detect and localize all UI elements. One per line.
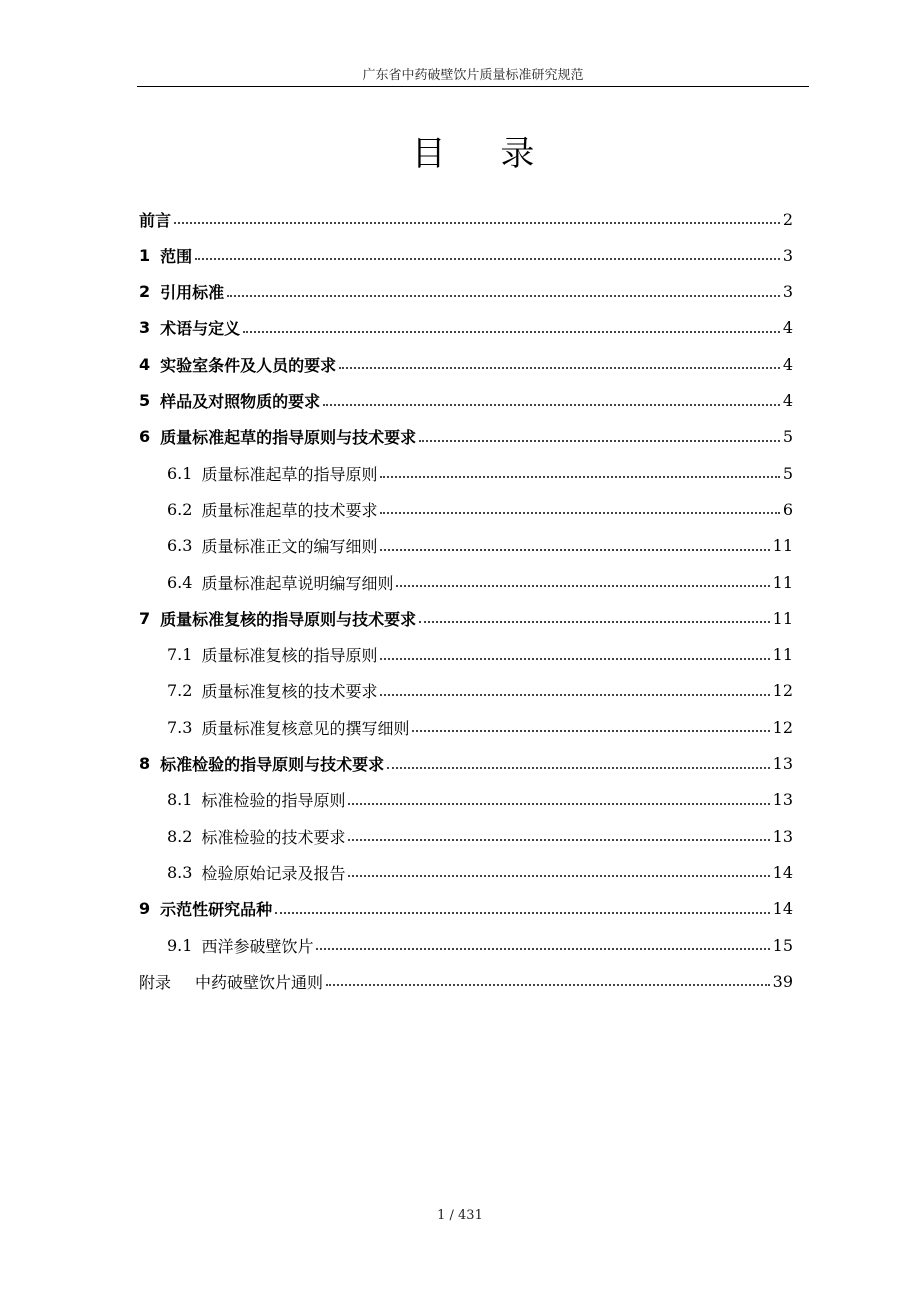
toc-entry-leader xyxy=(174,222,780,224)
running-header: 广东省中药破壁饮片质量标准研究规范 xyxy=(362,68,584,83)
toc-entry[interactable] xyxy=(139,531,793,561)
toc-entry-label: 质量标准复核的技术要求 xyxy=(201,682,378,702)
toc-entry-number: 6.4 xyxy=(167,572,193,592)
toc-entry[interactable] xyxy=(139,204,793,234)
toc-entry-leader xyxy=(387,767,769,769)
toc-entry-leader xyxy=(339,367,780,369)
toc-entry-page: 4 xyxy=(782,318,793,338)
toc-entry[interactable] xyxy=(139,386,793,416)
toc-entry-label: 标准检验的指导原则与技术要求 xyxy=(160,755,385,774)
toc-entry-leader xyxy=(316,948,769,950)
toc-entry-label: 质量标准起草的技术要求 xyxy=(201,500,378,520)
toc-entry[interactable] xyxy=(139,458,793,488)
toc-entry-label: 检验原始记录及报告 xyxy=(201,863,346,883)
toc-entry[interactable] xyxy=(139,930,793,960)
toc-entry-page: 13 xyxy=(772,826,793,846)
toc-entry-label: 引用标准 xyxy=(160,283,225,303)
toc-entry-leader xyxy=(195,258,780,260)
page-title: 目 录 xyxy=(411,134,557,174)
toc-entry-number: 6.3 xyxy=(167,536,193,556)
toc-entry-number: 3 xyxy=(139,318,151,338)
toc-entry-label: 实验室条件及人员的要求 xyxy=(160,355,337,375)
toc-entry-page: 4 xyxy=(782,391,793,410)
toc-entry-number: 附录 xyxy=(139,972,172,992)
toc-entry-label: 术语与定义 xyxy=(160,319,241,339)
toc-entry-leader xyxy=(348,839,769,841)
toc-entry-label: 西洋参破壁饮片 xyxy=(201,936,314,956)
toc-entry-label: 质量标准起草说明编写细则 xyxy=(201,573,394,593)
toc-entry-label: 质量标准正文的编写细则 xyxy=(201,537,378,557)
toc-entry-leader xyxy=(380,476,779,478)
toc-entry-number: 1 xyxy=(139,245,151,265)
toc-entry[interactable] xyxy=(139,966,793,996)
toc-entry-leader xyxy=(380,694,769,696)
toc-entry-leader xyxy=(380,658,769,660)
toc-entry-page: 39 xyxy=(772,971,793,991)
toc-entry-label: 前言 xyxy=(139,210,172,230)
toc-entry-number: 7 xyxy=(139,608,151,628)
toc-entry-leader xyxy=(412,730,769,732)
toc-entry-page: 5 xyxy=(782,463,793,483)
toc-entry-leader xyxy=(227,295,780,297)
toc-entry-label: 样品及对照物质的要求 xyxy=(160,392,321,411)
toc-entry-number: 6.1 xyxy=(167,463,193,483)
toc-entry-page: 3 xyxy=(782,245,793,265)
toc-entry[interactable] xyxy=(139,640,793,670)
toc-entry[interactable] xyxy=(139,821,793,851)
toc-entry-page: 11 xyxy=(772,536,793,556)
toc-entry[interactable] xyxy=(139,240,793,270)
toc-entry-page: 13 xyxy=(772,790,793,810)
toc-entry-leader xyxy=(348,875,769,877)
toc-entry-page: 14 xyxy=(772,862,793,882)
toc-entry-number: 8.3 xyxy=(167,862,193,882)
toc-entry-number: 7.3 xyxy=(167,717,193,737)
toc-entry-number: 2 xyxy=(139,282,151,302)
toc-entry[interactable] xyxy=(139,349,793,379)
toc-entry-page: 6 xyxy=(782,499,793,519)
toc-entry[interactable] xyxy=(139,857,793,887)
toc-entry[interactable] xyxy=(139,894,793,924)
toc-entry-page: 5 xyxy=(782,427,793,447)
toc-entry-page: 12 xyxy=(772,717,793,737)
toc-entry-label: 质量标准起草的指导原则与技术要求 xyxy=(160,428,417,448)
toc-entry[interactable] xyxy=(139,567,793,597)
toc-entry-leader xyxy=(396,585,769,587)
toc-entry-page: 12 xyxy=(772,681,793,701)
toc-entry[interactable] xyxy=(139,313,793,343)
toc-entry-leader xyxy=(326,984,770,986)
toc-entry-page: 15 xyxy=(772,935,793,955)
toc-entry-page: 13 xyxy=(772,754,793,773)
toc-entry-label: 质量标准起草的指导原则 xyxy=(201,464,378,484)
toc-entry-leader xyxy=(380,512,779,514)
toc-entry-leader xyxy=(380,549,769,551)
toc-entry-label: 标准检验的技术要求 xyxy=(201,827,346,847)
toc-entry-label: 标准检验的指导原则 xyxy=(201,791,346,811)
toc-entry[interactable] xyxy=(139,494,793,524)
toc-entry[interactable] xyxy=(139,676,793,706)
toc-entry-number: 7.2 xyxy=(167,681,193,701)
toc-entry-label: 质量标准复核意见的撰写细则 xyxy=(201,718,410,738)
toc-entry-label: 范围 xyxy=(160,246,193,266)
toc-entry-number: 4 xyxy=(139,354,151,374)
page-number: 1 / 431 xyxy=(437,1208,483,1223)
toc-entry-leader xyxy=(419,621,769,623)
toc-entry-number: 6 xyxy=(139,427,151,447)
toc-entry-number: 8.2 xyxy=(167,826,193,846)
toc-entry-page: 2 xyxy=(782,209,793,229)
toc-entry[interactable] xyxy=(139,603,793,633)
toc-entry-page: 3 xyxy=(782,282,793,302)
toc-entry-number: 8.1 xyxy=(167,790,193,810)
toc-entry[interactable] xyxy=(139,277,793,307)
toc-entry-label: 质量标准复核的指导原则 xyxy=(201,646,378,666)
toc-entry-leader xyxy=(243,331,780,333)
toc-entry-number: 8 xyxy=(139,754,151,773)
toc-entry[interactable] xyxy=(139,712,793,742)
toc-entry-leader xyxy=(323,404,780,406)
toc-entry[interactable] xyxy=(139,749,793,779)
toc-entry-number: 6.2 xyxy=(167,499,193,519)
toc-entry-leader xyxy=(275,912,769,914)
toc-entry[interactable] xyxy=(139,422,793,452)
toc-entry-label: 中药破壁饮片通则 xyxy=(195,972,324,992)
header-divider xyxy=(137,86,809,87)
toc-entry-page: 11 xyxy=(772,608,793,628)
toc-entry-page: 4 xyxy=(782,354,793,374)
toc-entry-page: 14 xyxy=(772,899,793,919)
toc-entry-page: 11 xyxy=(772,572,793,592)
toc-entry-leader xyxy=(348,803,769,805)
toc-entry-leader xyxy=(419,440,780,442)
toc-entry-number: 5 xyxy=(139,391,151,410)
toc-entry-page: 11 xyxy=(772,645,793,665)
toc-entry-label: 示范性研究品种 xyxy=(160,900,273,920)
toc-entry-label: 质量标准复核的指导原则与技术要求 xyxy=(160,609,417,629)
toc-entry-number: 9 xyxy=(139,899,151,919)
toc-entry[interactable] xyxy=(139,785,793,815)
toc-entry-number: 9.1 xyxy=(167,935,193,955)
toc-entry-number: 7.1 xyxy=(167,645,193,665)
